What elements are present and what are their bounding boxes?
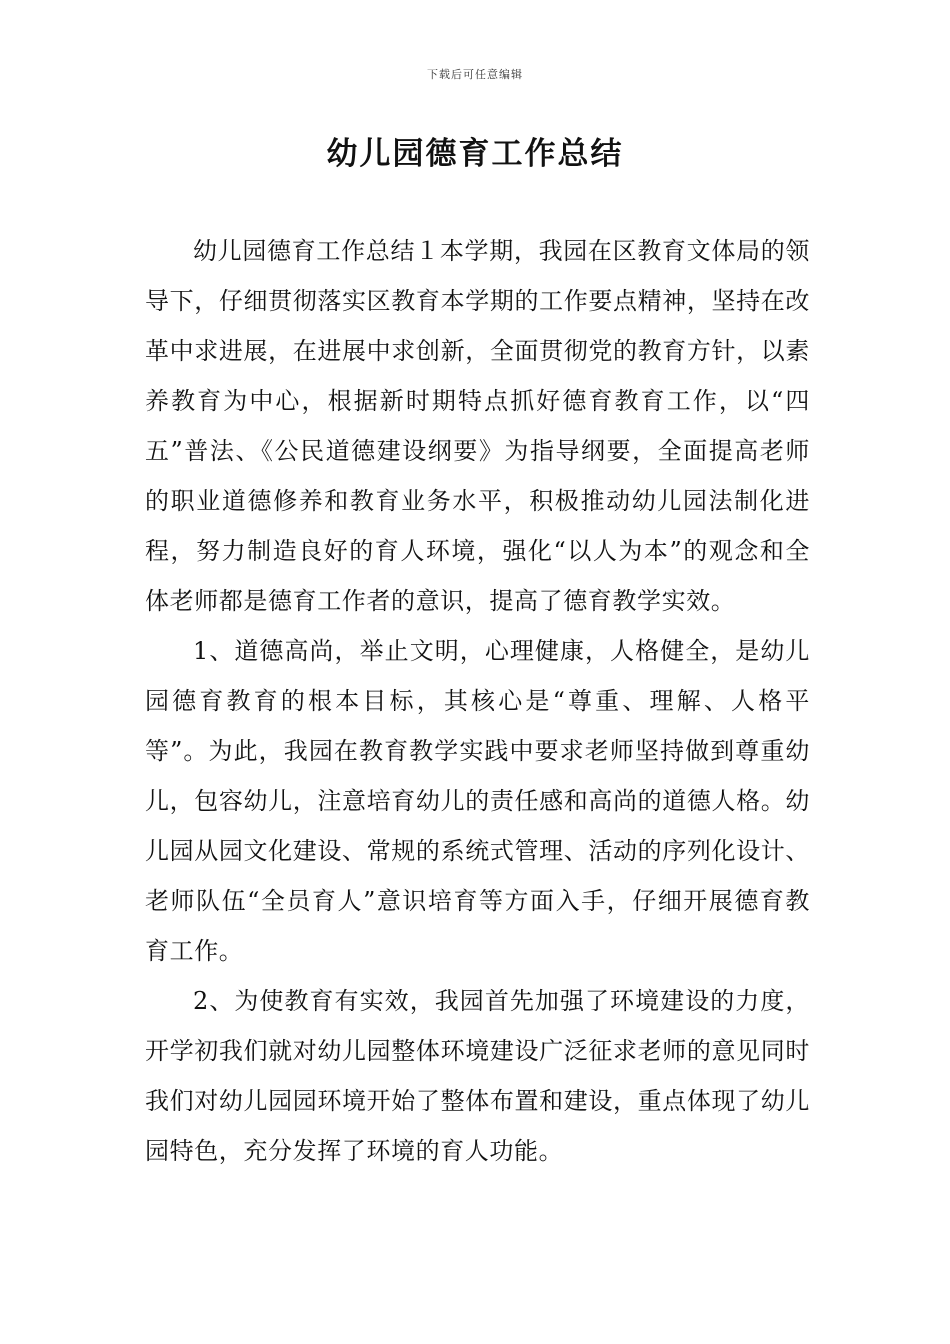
paragraph-point-1: 1、道德高尚，举止文明，心理健康，人格健全，是幼儿园德育教育的根本目标，其核心是“尊重、理解、人格平等”。为此，我园在教育教学实践中要求老师坚持做到尊重幼儿，包容幼儿，注意培育幼儿的责任感和高尚的道德人格。幼儿园从园文化建设、常规的系统式管理、活动的序列化设计、老师队伍“全员育人”意识培育等方面入手，仔细开展德育教育工作。 [145, 637, 810, 965]
document-body [145, 226, 810, 1176]
document-title: 幼儿园德育工作总结 [326, 136, 624, 172]
header-note: 下载后可任意编辑 [427, 68, 523, 81]
paragraph-point-2: 2、为使教育有实效，我园首先加强了环境建设的力度，开学初我们就对幼儿园整体环境建设广泛征求老师的意见同时我们对幼儿园园环境开始了整体布置和建设，重点体现了幼儿园特色，充分发挥了环境的育人功能。 [145, 987, 810, 1165]
paragraph-intro: 幼儿园德育工作总结１本学期，我园在区教育文体局的领导下，仔细贯彻落实区教育本学期的工作要点精神，坚持在改革中求进展，在进展中求创新，全面贯彻党的教育方针，以素养教育为中心，根据新时期特点抓好德育教育工作，以“四五”普法、《公民道德建设纲要》为指导纲要，全面提高老师的职业道德修养和教育业务水平，积极推动幼儿园法制化进程，努力制造良好的育人环境，强化“以人为本”的观念和全体老师都是德育工作者的意识，提高了德育教学实效。 [145, 237, 810, 615]
